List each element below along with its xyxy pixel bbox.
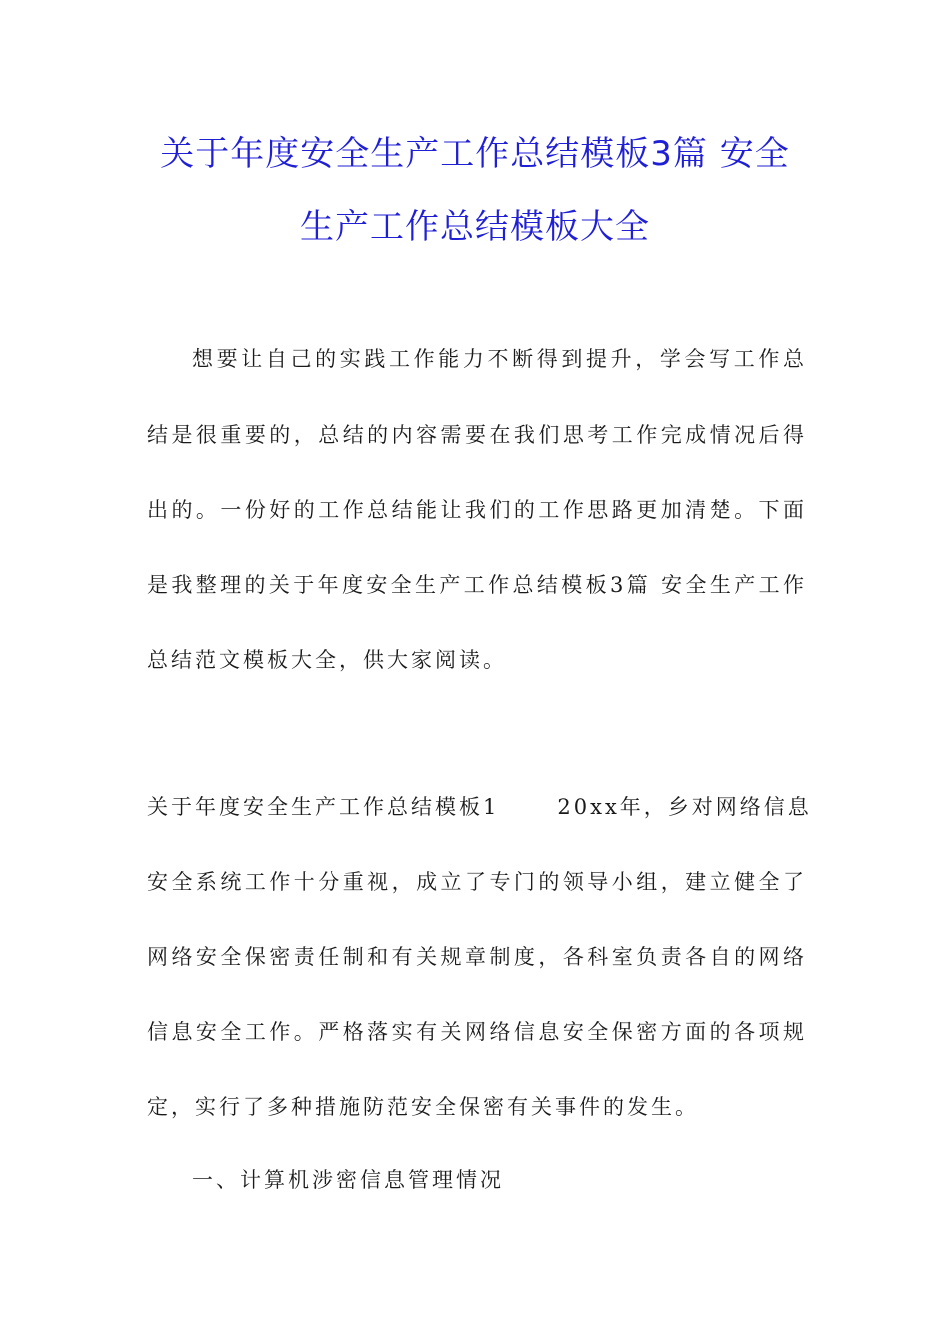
intro-paragraph-line: 出的。一份好的工作总结能让我们的工作思路更加清楚。下面	[147, 498, 807, 522]
intro-paragraph-line: 总结范文模板大全，供大家阅读。	[147, 648, 507, 672]
section-1-heading: 关于年度安全生产工作总结模板1	[147, 795, 500, 819]
intro-paragraph-line: 想要让自己的实践工作能力不断得到提升，学会写工作总	[192, 347, 807, 371]
section-1-paragraph-line: 定，实行了多种措施防范安全保密有关事件的发生。	[147, 1095, 699, 1119]
section-1-paragraph-line: 信息安全工作。严格落实有关网络信息安全保密方面的各项规	[147, 1020, 807, 1044]
section-1-first-line	[147, 795, 812, 819]
section-1-paragraph-line: 安全系统工作十分重视，成立了专门的领导小组，建立健全了	[147, 870, 807, 894]
section-1-paragraph-line: 网络安全保密责任制和有关规章制度，各科室负责各自的网络	[147, 945, 807, 969]
intro-paragraph-line: 是我整理的关于年度安全生产工作总结模板3篇 安全生产工作	[147, 573, 807, 597]
section-1-first-line-text: 20xx年，乡对网络信息	[557, 795, 812, 819]
document-title-line-2: 生产工作总结模板大全	[300, 207, 650, 247]
intro-paragraph-line: 结是很重要的，总结的内容需要在我们思考工作完成情况后得	[147, 423, 807, 447]
document-title-line-1: 关于年度安全生产工作总结模板3篇 安全	[160, 134, 790, 174]
section-1-subheading: 一、计算机涉密信息管理情况	[192, 1168, 504, 1192]
